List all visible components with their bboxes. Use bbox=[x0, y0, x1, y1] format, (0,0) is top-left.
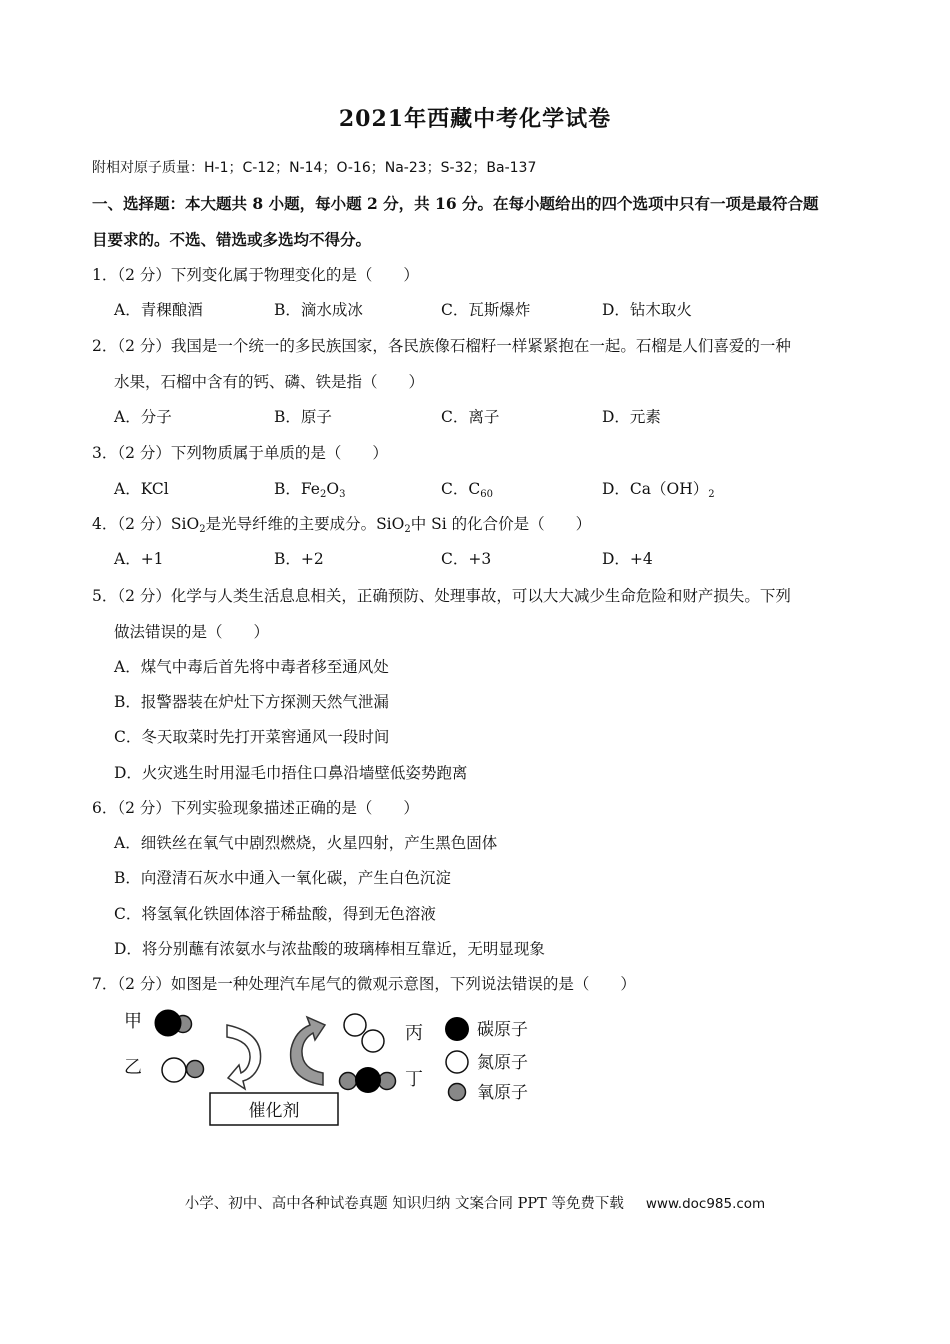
curved-arrow-up-icon bbox=[291, 1017, 325, 1085]
q7-stem: 7．（2 分）如图是一种处理汽车尾气的微观示意图，下列说法错误的是（ ） bbox=[92, 975, 636, 993]
q6-option-a: A．细铁丝在氧气中剧烈燃烧，火星四射，产生黑色固体 bbox=[114, 834, 498, 852]
molecule-n2 bbox=[344, 1014, 384, 1052]
q4-stem: 4．（2 分）SiO$_2$是光导纤维的主要成分。SiO$_2$中 Si 的化合价是（ ） bbox=[92, 515, 592, 535]
molecule-co bbox=[155, 1010, 192, 1036]
q6-stem: 6．（2 分）下列实验现象描述正确的是（ ） bbox=[92, 799, 419, 817]
molecule-no bbox=[162, 1058, 204, 1082]
legend-carbon-label: 碳原子 bbox=[477, 1020, 528, 1040]
q3-stem: 3．（2 分）下列物质属于单质的是（ ） bbox=[92, 444, 388, 462]
q5-stem-line2: 做法错误的是（ ） bbox=[114, 623, 270, 641]
q1-option-c: C．瓦斯爆炸 bbox=[441, 301, 531, 319]
q1-option-d: D．钻木取火 bbox=[602, 301, 692, 319]
q4-option-d: D．+4 bbox=[602, 550, 653, 568]
q6-option-d: D．将分别蘸有浓氨水与浓盐酸的玻璃棒相互靠近，无明显现象 bbox=[114, 940, 545, 958]
page-title: 2021年西藏中考化学试卷 bbox=[338, 106, 612, 132]
q2-option-c: C．离子 bbox=[441, 408, 500, 426]
atomic-mass-note: 附相对原子质量：H-1；C-12；N-14；O-16；Na-23；S-32；Ba-137 bbox=[92, 160, 537, 176]
q6-option-b: B．向澄清石灰水中通入一氧化碳，产生白色沉淀 bbox=[114, 869, 451, 887]
molecule-co2 bbox=[340, 1067, 396, 1093]
q1-option-a: A．青稞酿酒 bbox=[114, 301, 203, 319]
curved-arrow-down-icon bbox=[227, 1025, 261, 1089]
q2-option-a: A．分子 bbox=[114, 408, 172, 426]
reaction-diagram bbox=[115, 1003, 555, 1133]
q1-option-b: B．滴水成冰 bbox=[274, 301, 363, 319]
q3-option-c: C．$C_{60}$ bbox=[441, 480, 493, 500]
q5-option-a: A．煤气中毒后首先将中毒者移至通风处 bbox=[114, 658, 389, 676]
q5-option-d: D．火灾逃生时用湿毛巾捂住口鼻沿墙壁低姿势跑离 bbox=[114, 764, 468, 782]
footer-url[interactable]: www.doc985.com bbox=[645, 1196, 766, 1212]
legend-oxygen-label: 氧原子 bbox=[477, 1083, 528, 1103]
page-footer bbox=[0, 1192, 950, 1213]
catalyst-label: 催化剂 bbox=[248, 1101, 300, 1121]
q2-stem-line1: 2．（2 分）我国是一个统一的多民族国家，各民族像石榴籽一样紧紧抱在一起。石榴是人们喜爱的一种 bbox=[92, 337, 791, 355]
q3-option-a: A．KCl bbox=[114, 480, 169, 498]
legend-nitrogen-icon bbox=[446, 1051, 468, 1073]
label-jia: 甲 bbox=[124, 1011, 142, 1032]
label-yi: 乙 bbox=[124, 1057, 142, 1078]
q4-option-b: B．+2 bbox=[274, 550, 324, 568]
legend-nitrogen-label: 氮原子 bbox=[477, 1053, 528, 1073]
q6-option-c: C．将氢氧化铁固体溶于稀盐酸，得到无色溶液 bbox=[114, 905, 436, 923]
label-ding: 丁 bbox=[405, 1069, 423, 1090]
section-heading-line2: 目要求的。不选、错选或多选均不得分。 bbox=[92, 230, 372, 249]
q2-stem-line2: 水果，石榴中含有的钙、磷、铁是指（ ） bbox=[114, 373, 425, 391]
q4-option-a: A．+1 bbox=[114, 550, 164, 568]
footer-text: 小学、初中、高中各种试卷真题 知识归纳 文案合同 PPT 等免费下载 bbox=[184, 1196, 624, 1212]
q5-stem-line1: 5．（2 分）化学与人类生活息息相关，正确预防、处理事故，可以大大减少生命危险和财产损失。下列 bbox=[92, 587, 791, 605]
label-bing: 丙 bbox=[405, 1023, 423, 1044]
q2-option-b: B．原子 bbox=[274, 408, 332, 426]
q5-option-b: B．报警器装在炉灶下方探测天然气泄漏 bbox=[114, 693, 389, 711]
q4-option-c: C．+3 bbox=[441, 550, 492, 568]
q2-option-d: D．元素 bbox=[602, 408, 661, 426]
q3-option-b: B．$Fe_2O_3$ bbox=[274, 480, 346, 500]
q3-option-d: D．$Ca(OH)_2$ bbox=[602, 480, 715, 500]
legend-oxygen-icon bbox=[449, 1084, 466, 1101]
section-heading-line1: 一、选择题：本大题共 8 小题，每小题 2 分，共 16 分。在每小题给出的四个选项中只有一项是最符合题 bbox=[92, 194, 819, 213]
q5-option-c: C．冬天取菜时先打开菜窖通风一段时间 bbox=[114, 728, 390, 746]
legend-carbon-icon bbox=[445, 1017, 469, 1041]
q1-stem: 1．（2 分）下列变化属于物理变化的是（ ） bbox=[92, 266, 419, 284]
